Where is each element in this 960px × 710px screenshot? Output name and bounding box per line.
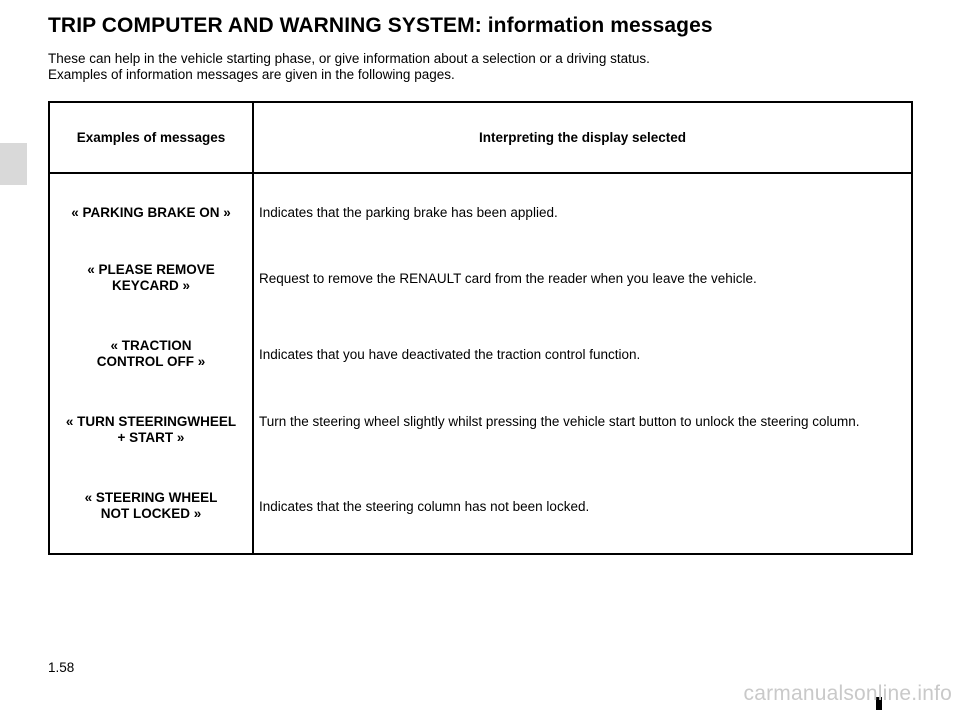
table-row <box>49 327 912 402</box>
section-side-tab <box>0 143 27 185</box>
table-row <box>49 251 912 327</box>
messages-table <box>48 101 913 555</box>
page-title: TRIP COMPUTER AND WARNING SYSTEM: information messages <box>48 14 713 37</box>
message-cell <box>49 173 253 251</box>
message-line: « TURN STEERINGWHEEL <box>65 414 237 429</box>
description-cell: Indicates that you have deactivated the traction control function. <box>259 347 641 362</box>
description-cell: Indicates that the parking brake has been applied. <box>259 205 558 220</box>
message-cell <box>49 402 253 481</box>
header-interpretation: Interpreting the display selected <box>253 102 912 173</box>
intro-text <box>48 51 650 83</box>
message-line: « TRACTION <box>110 338 192 353</box>
table-row <box>49 402 912 481</box>
description-cell: Request to remove the RENAULT card from the reader when you leave the vehicle. <box>259 271 757 286</box>
table-row <box>49 173 912 251</box>
table-header-row <box>49 102 912 173</box>
watermark: carmanualsonline.info <box>743 682 952 705</box>
table-row <box>49 481 912 554</box>
description-cell: Turn the steering wheel slightly whilst pressing the vehicle start button to unlock the steering column. <box>259 414 860 429</box>
header-examples: Examples of messages <box>49 102 253 173</box>
message-line: CONTROL OFF » <box>96 354 206 369</box>
message-line: NOT LOCKED » <box>100 506 202 521</box>
description-cell: Indicates that the steering column has not been locked. <box>259 499 590 514</box>
intro-line: These can help in the vehicle starting phase, or give information about a selection or a driving status. <box>48 51 650 66</box>
page-number: 1.58 <box>48 660 75 675</box>
message-line: « PLEASE REMOVE <box>87 262 215 277</box>
message-line: « PARKING BRAKE ON » <box>71 205 231 220</box>
message-cell <box>49 327 253 402</box>
message-line: « STEERING WHEEL <box>84 490 218 505</box>
message-line: KEYCARD » <box>111 278 190 293</box>
message-cell <box>49 481 253 554</box>
message-line: + START » <box>117 430 185 445</box>
message-cell <box>49 251 253 327</box>
intro-line: Examples of information messages are given in the following pages. <box>48 67 455 82</box>
